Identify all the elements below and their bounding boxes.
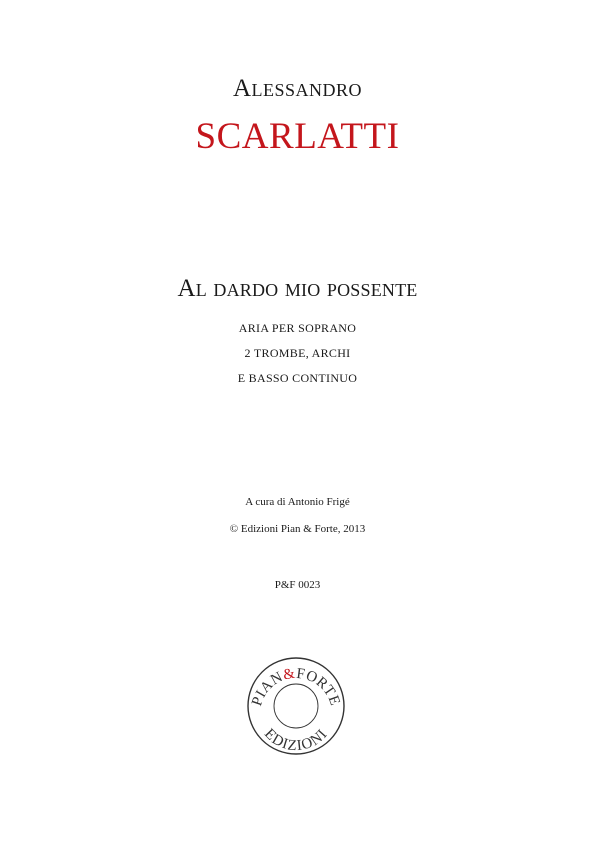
seal-top-text: PIAN&FORTE — [249, 665, 343, 709]
copyright-notice: © Edizioni Pian & Forte, 2013 — [229, 523, 366, 535]
subtitle-line: E BASSO CONTINUO — [237, 371, 358, 385]
subtitle-line: ARIA PER SOPRANO — [238, 321, 357, 335]
work-title: Al dardo mio possente — [177, 275, 418, 302]
composer-last-name: SCARLATTI — [195, 116, 400, 157]
seal-bottom-text: EDIZIONI — [260, 725, 332, 755]
subtitle-line: 2 TROMBE, ARCHI — [244, 346, 351, 360]
publisher-seal-logo — [246, 656, 346, 756]
editor-credit: A cura di Antonio Frigé — [245, 496, 350, 508]
seal-inner-ring — [274, 684, 318, 728]
catalog-number: P&F 0023 — [274, 579, 321, 591]
composer-first-name: Alessandro — [232, 75, 363, 102]
